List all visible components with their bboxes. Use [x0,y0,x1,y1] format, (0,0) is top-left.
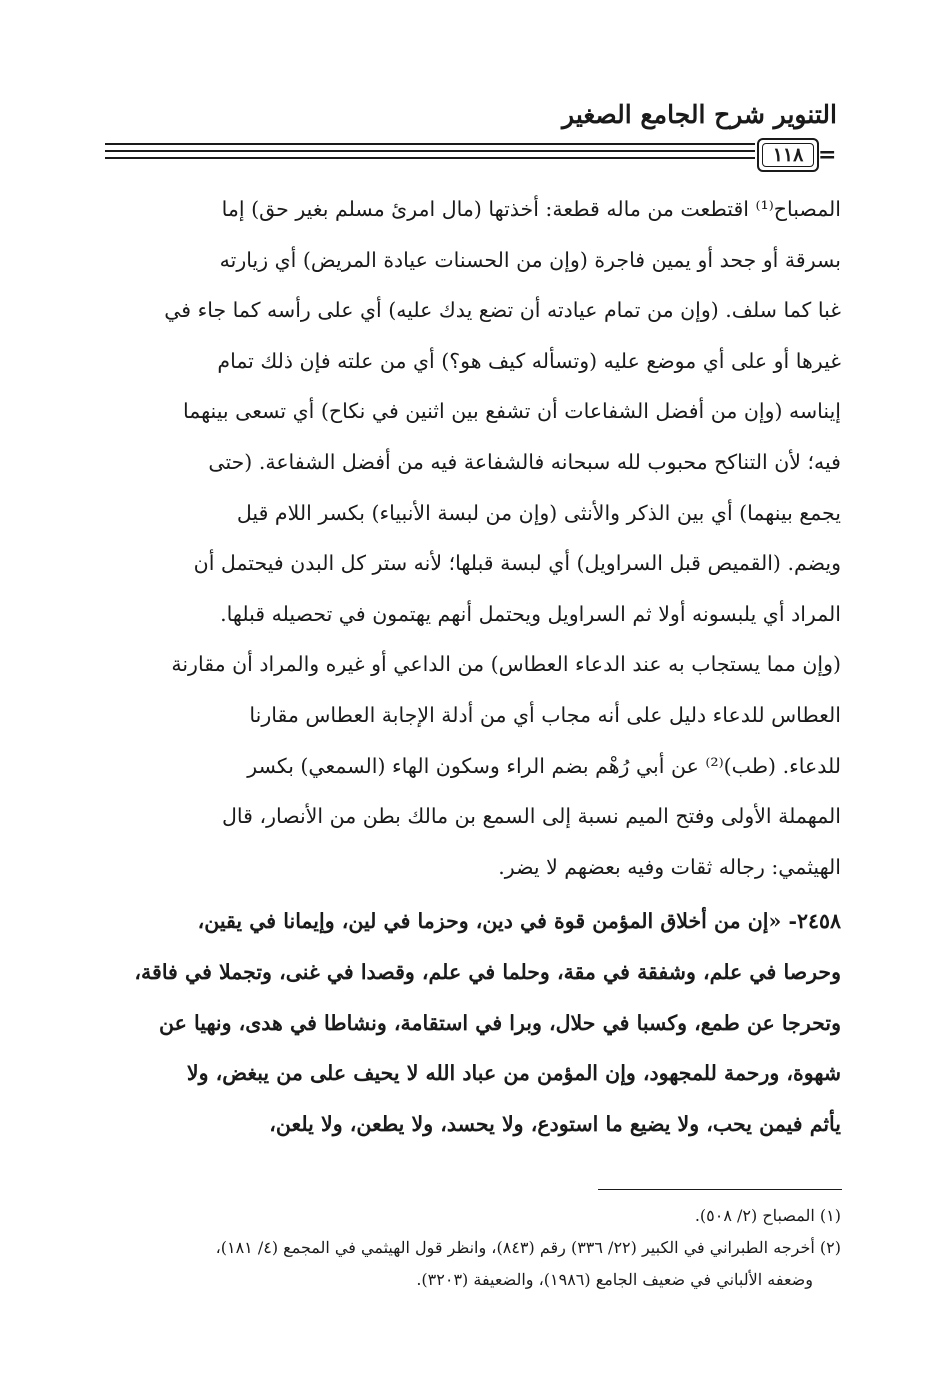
text-line: (وإن مما يستجاب به عند الدعاء العطاس) من الداعي أو غيره والمراد أن مقارنة [171,652,841,677]
page-number-decoration: = [818,142,837,168]
text-line: العطاس للدعاء دليل على أنه مجاب أي من أدلة الإجابة العطاس مقارنا [249,702,841,727]
hadith-line: وحرصا في علم، وشفقة في مقة، وحلما في علم، وقصدا في غنى، وتجملا في فاقة، [134,959,841,984]
running-title: التنوير شرح الجامع الصغير [562,100,837,129]
text-line: إيناسه (وإن من أفضل الشفاعات أن تشفع بين اثنين في نكاح) أي تسعى بينهما [183,399,841,424]
header-rule [105,150,755,152]
hadith-line: شهوة، ورحمة للمجهود، وإن المؤمن من عباد الله لا يحيف على من يبغض، ولا [186,1061,841,1086]
header-rule [105,157,755,159]
page-number-text: ١١٨ [772,144,804,166]
text-line: الهيثمي: رجاله ثقات وفيه بعضهم لا يضر. [498,854,841,879]
text-line: للدعاء. (طب)⁽²⁾ عن أبي رُهْم بضم الراء وسكون الهاء (السمعي) بكسر [247,753,841,778]
footnote: (١) المصباح (٢/ ٥٠٨). [694,1206,841,1225]
page-number [757,138,819,172]
footnote-continuation: وضعفه الألباني في ضعيف الجامع (١٩٨٦)، والضعيفة (٣٢٠٣). [416,1270,813,1289]
footnotes [104,1200,841,1296]
text-line: غيرها أو على أي موضع عليه (وتسأله كيف هو؟) أي من علته فإن ذلك تمام [217,348,841,373]
footnote: (٢) أخرجه الطبراني في الكبير (٢٢/ ٣٣٦) رقم (٨٤٣)، وانظر قول الهيثمي في المجمع (٤/ ١٨١)، [215,1238,841,1257]
text-line: يجمع بينهما) أي بين الذكر والأنثى (وإن من لبسة الأنبياء) بكسر اللام قيل [236,500,841,525]
text-line: فيه؛ لأن التناكح محبوب لله سبحانه فالشفاعة فيه من أفضل الشفاعة. (حتى [208,449,841,474]
text-line: المصباح⁽¹⁾ اقتطعت من ماله قطعة: أخذتها (مال امرئ مسلم بغير حق) إما [221,197,841,221]
text-line: بسرقة أو جحد أو يمين فاجرة (وإن من الحسنات عيادة المريض) أي زيارته [219,247,841,272]
hadith-line: ٢٤٥٨- «إن من أخلاق المؤمن قوة في دين، وحزما في لين، وإيمانا في يقين، [197,909,841,934]
footnote-divider [598,1189,842,1190]
text-line: ويضم. (القميص قبل السراويل) أي لبسة قبلها؛ لأنه ستر كل البدن فيحتمل أن [193,551,841,576]
hadith-line: يأثم فيمن يحب، ولا يضيع ما استودع، ولا يحسد، ولا يطعن، ولا يلعن، [269,1111,841,1136]
text-line: المراد أي يلبسونه أولا ثم السراويل ويحتمل أنهم يهتمون في تحصيله قبلها. [220,601,841,626]
text-line: غبا كما سلف. (وإن من تمام عيادته أن تضع يدك عليه) أي على رأسه كما جاء في [164,298,841,323]
text-line: المهملة الأولى وفتح الميم نسبة إلى السمع بن مالك بطن من الأنصار، قال [222,804,841,829]
header-rule [105,143,755,145]
commentary-text [104,184,841,1149]
hadith-line: وتحرجا عن طمع، وكسبا في حلال، وبرا في استقامة، ونشاطا في هدى، ونهيا عن [159,1010,841,1035]
